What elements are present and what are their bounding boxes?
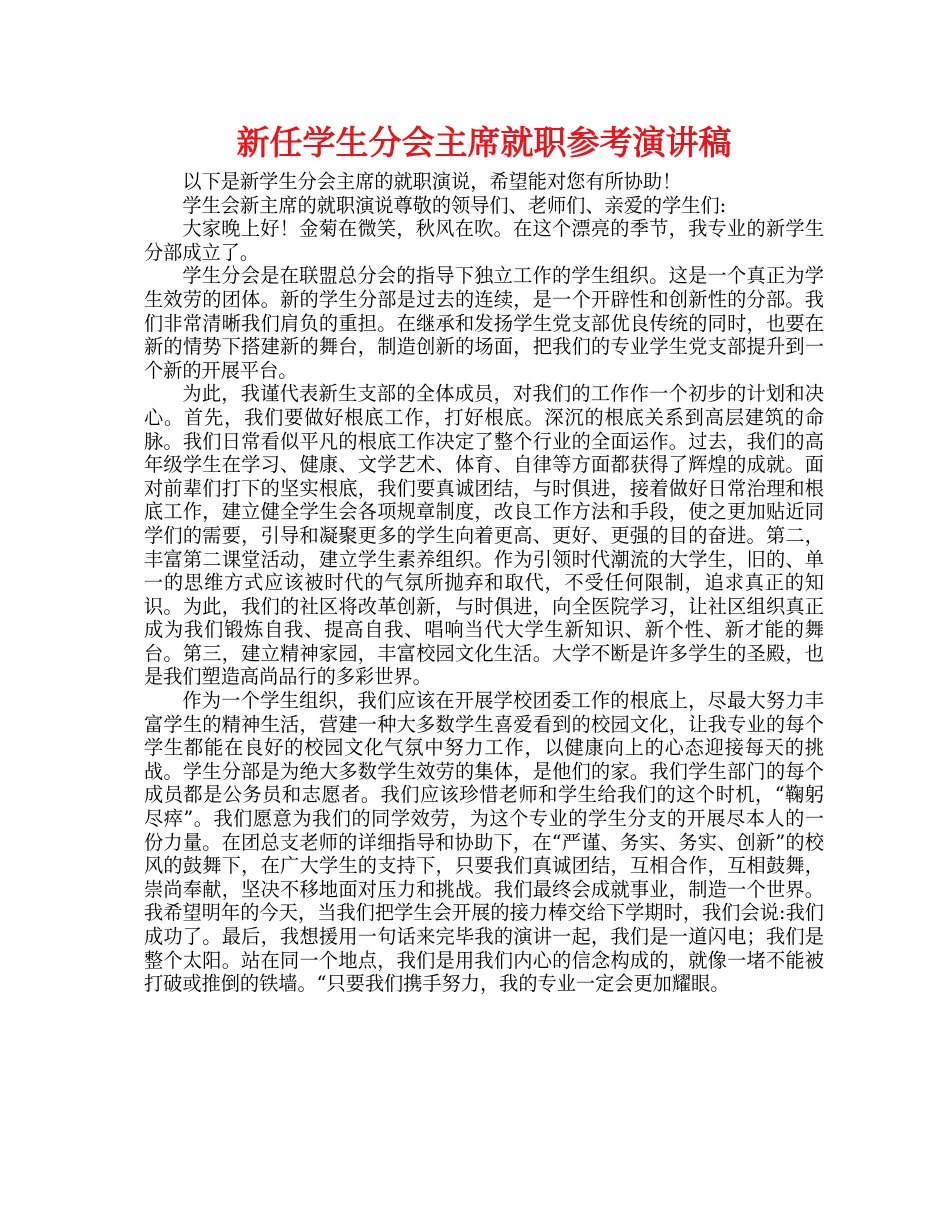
paragraph-about-branch: 学生分会是在联盟总分会的指导下独立工作的学生组织。这是一个真正为学生效劳的团体。新的学生分部是过去的连续，是一个开辟性和创新性的分部。我们非常清晰我们肩负的重担。在继承和发扬学生党支部优良传统的同时，也要在新的情势下搭建新的舞台，制造创新的场面，把我们的专业学生党支部提升到一个新的开展平台。 (144, 264, 824, 382)
document-title: 新任学生分会主席就职参考演讲稿 (236, 123, 732, 162)
document-body (144, 170, 824, 996)
paragraph-intro: 以下是新学生分会主席的就职演说，希望能对您有所协助！ (182, 170, 682, 193)
document-page (144, 118, 824, 996)
paragraph-closing: 作为一个学生组织，我们应该在开展学校团委工作的根底上，尽最大努力丰富学生的精神生活，营建一种大多数学生喜爱看到的校园文化，让我专业的每个学生都能在良好的校园文化气氛中努力工作，以健康向上的心态迎接每天的挑战。学生分部是为绝大多数学生效劳的集体，是他们的家。我们学生部门的每个成员都是公务员和志愿者。我们应该珍惜老师和学生给我们的这个时机，“鞠躬尽瘁”。我们愿意为我们的同学效劳，为这个专业的学生分支的开展尽本人的一份力量。在团总支老师的详细指导和协助下，在“严谨、务实、务实、创新”的校风的鼓舞下，在广大学生的支持下，只要我们真诚团结，互相合作，互相鼓舞，崇尚奉献，坚决不移地面对压力和挑战。我们最终会成就事业，制造一个世界。我希望明年的今天，当我们把学生会开展的接力棒交给下学期时，我们会说:我们成功了。最后，我想援用一句话来完毕我的演讲一起，我们是一道闪电；我们是整个太阳。站在同一个地点，我们是用我们内心的信念构成的，就像一堵不能被打破或推倒的铁墙。“只要我们携手努力，我的专业一定会更加耀眼。 (144, 689, 824, 996)
paragraph-salutation: 学生会新主席的就职演说尊敬的领导们、老师们、亲爱的学生们: (182, 193, 727, 217)
paragraph-plan: 为此，我谨代表新生支部的全体成员，对我们的工作作一个初步的计划和决心。首先，我们要做好根底工作，打好根底。深沉的根底关系到高层建筑的命脉。我们日常看似平凡的根底工作决定了整个行业的全面运作。过去，我们的高年级学生在学习、健康、文学艺术、体育、自律等方面都获得了辉煌的成就。面对前辈们打下的坚实根底，我们要真诚团结，与时俱进，接着做好日常治理和根底工作，建立健全学生会各项规章制度，改良工作方法和手段，使之更加贴近同学们的需要，引导和凝聚更多的学生向着更高、更好、更强的目的奋进。第二，丰富第二课堂活动，建立学生素养组织。作为引领时代潮流的大学生，旧的、单一的思维方式应该被时代的气氛所抛弃和取代，不受任何限制，追求真正的知识。为此，我们的社区将改革创新，与时俱进，向全医院学习，让社区组织真正成为我们锻炼自我、提高自我、唱响当代大学生新知识、新个性、新才能的舞台。第三，建立精神家园，丰富校园文化生活。大学不断是许多学生的圣殿，也是我们塑造高尚品行的多彩世界。 (144, 382, 824, 689)
paragraph-greeting: 大家晚上好！金菊在微笑，秋风在吹。在这个漂亮的季节，我专业的新学生分部成立了。 (144, 217, 824, 264)
